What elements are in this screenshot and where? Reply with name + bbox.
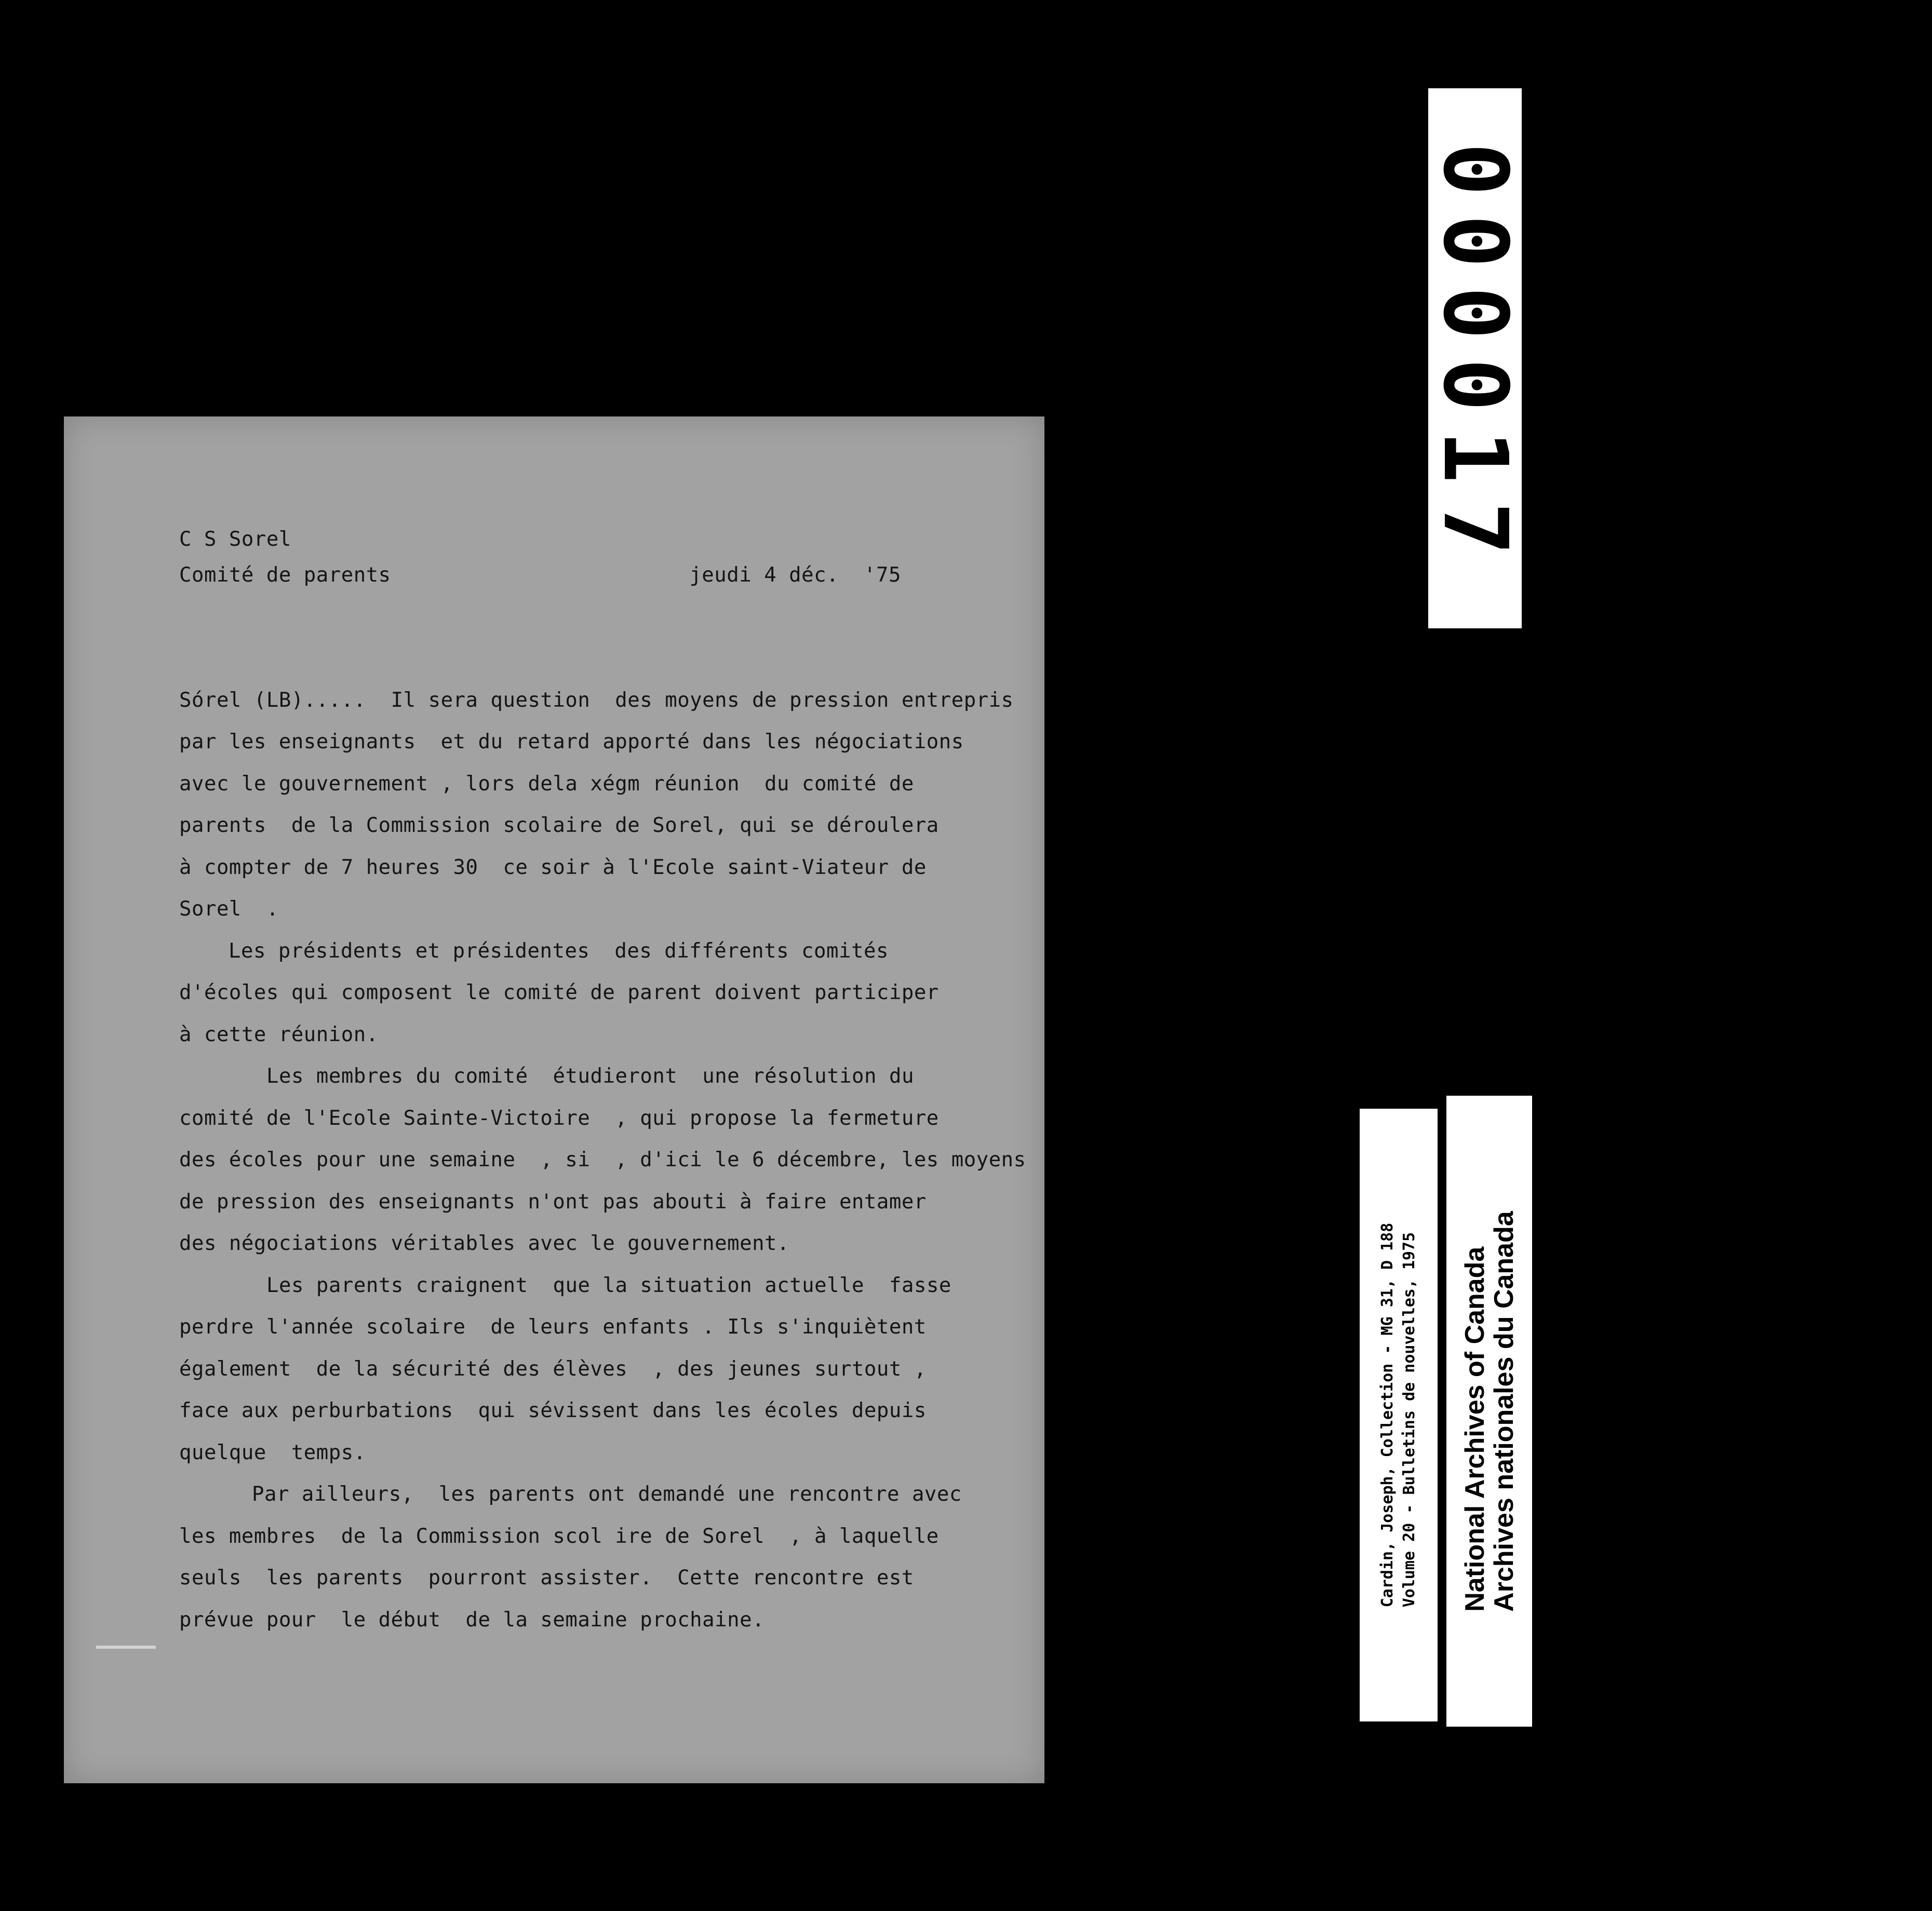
body-line: prévue pour le début de la semaine prochaine.: [179, 1608, 765, 1632]
body-line: les membres de la Commission scol ire de Sorel , à laquelle: [179, 1524, 939, 1548]
body-line: face aux perburbations qui sévissent dans les écoles depuis: [179, 1399, 927, 1422]
collection-line-1: Cardin, Joseph, Collection - MG 31, D 188: [1378, 1222, 1397, 1608]
committee-name: Comité de parents: [179, 563, 391, 587]
collection-label: [1360, 1109, 1438, 1721]
body-line: Sórel (LB)..... Il sera question des moyens de pression entrepris: [179, 688, 1014, 712]
body-line: de pression des enseignants n'ont pas abouti à faire entamer: [179, 1190, 927, 1214]
archives-label: [1446, 1096, 1532, 1727]
body-line: perdre l'année scolaire de leurs enfants . Ils s'inquiètent: [179, 1315, 927, 1339]
frame-number: 000017: [1424, 142, 1526, 574]
body-line: quelque temps.: [179, 1441, 366, 1464]
frame-number-strip: [1424, 88, 1526, 628]
body-line: des négociations véritables avec le gouvernement.: [179, 1232, 790, 1255]
header-line-2: [179, 555, 901, 597]
body-line: Les membres du comité étudieront une résolution du: [266, 1065, 914, 1088]
body-line: Les présidents et présidentes des différents comités: [229, 939, 889, 963]
body-line: comité de l'Ecole Sainte-Victoire , qui propose la fermeture: [179, 1106, 939, 1130]
header-line-1: C S Sorel: [179, 528, 291, 551]
archives-line-1: National Archives of Canada: [1459, 1246, 1490, 1612]
body-line: Par ailleurs, les parents ont demandé une rencontre avec: [252, 1483, 962, 1506]
typed-text-block: [179, 524, 1031, 1641]
spacer: [179, 597, 1031, 680]
collection-line-2: Volume 20 - Bulletins de nouvelles, 1975: [1400, 1232, 1418, 1608]
archives-line-2: Archives nationales du Canada: [1488, 1210, 1519, 1612]
body-line: par les enseignants et du retard apporté dans les négociations: [179, 730, 964, 753]
body-line: à compter de 7 heures 30 ce soir à l'Ecole saint-Viateur de: [179, 855, 927, 879]
body-line: seuls les parents pourront assister. Cette rencontre est: [179, 1566, 914, 1590]
stray-mark: [96, 1646, 156, 1649]
body-line: à cette réunion.: [179, 1022, 379, 1046]
body-line: parents de la Commission scolaire de Sorel, qui se déroulera: [179, 814, 939, 837]
body-line: des écoles pour une semaine , si , d'ici le 6 décembre, les moyens: [179, 1148, 1026, 1172]
document-date: jeudi 4 déc. '75: [689, 563, 901, 587]
body-line: avec le gouvernement , lors dela xégm réunion du comité de: [179, 772, 914, 796]
body-line: également de la sécurité des élèves , des jeunes surtout ,: [179, 1357, 927, 1381]
body-line: d'écoles qui composent le comité de parent doivent participer: [179, 981, 939, 1004]
collection-label-text: [1377, 1223, 1420, 1608]
body-line: Sorel .: [179, 897, 279, 921]
archives-label-text: [1460, 1211, 1519, 1612]
body-line: Les parents craignent que la situation actuelle fasse: [266, 1273, 951, 1297]
